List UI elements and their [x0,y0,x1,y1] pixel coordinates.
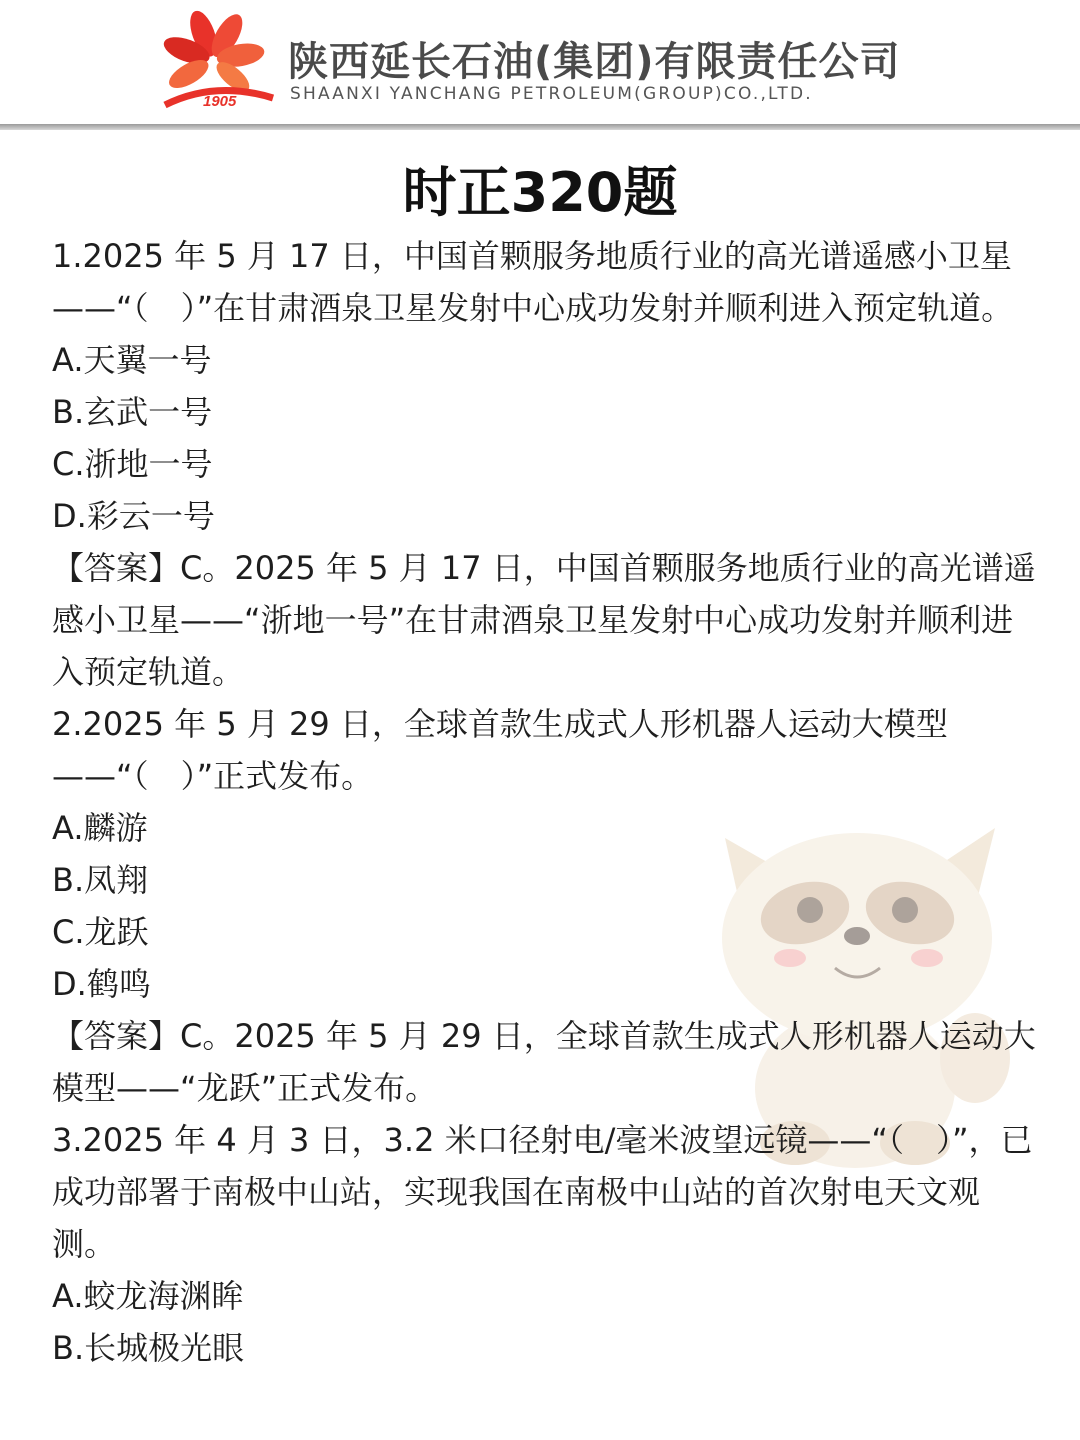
option-item: A.麟游 [52,809,148,847]
option-item: B.长城极光眼 [52,1329,245,1367]
option-item: B.玄武一号 [52,393,213,431]
company-name-en: SHAANXI YANCHANG PETROLEUM(GROUP)CO.,LTD. [290,84,813,104]
logo-year: 1905 [203,93,237,110]
header-divider [0,124,1080,130]
option-item: C.龙跃 [52,913,149,951]
answer-explanation: 【答案】C。2025 年 5 月 17 日，中国首颗服务地质行业的高光谱遥感小卫星——“浙地一号”在甘肃酒泉卫星发射中心成功发射并顺利进入预定轨道。 [52,549,1036,691]
company-name-cn: 陕西延长石油(集团)有限责任公司 [288,39,901,85]
question-stem: 1.2025 年 5 月 17 日，中国首颗服务地质行业的高光谱遥感小卫星——“（ ）”在甘肃酒泉卫星发射中心成功发射并顺利进入预定轨道。 [52,237,1014,327]
question-content [52,230,1042,1374]
company-logo-icon [155,10,280,115]
option-item: D.鹤鸣 [52,965,151,1003]
option-item: A.蛟龙海渊眸 [52,1277,244,1315]
option-item: C.浙地一号 [52,445,213,483]
option-item: B.凤翔 [52,861,149,899]
question-stem: 3.2025 年 4 月 3 日，3.2 米口径射电/毫米波望远镜——“（ ）”，已成功部署于南极中山站，实现我国在南极中山站的首次射电天文观测。 [52,1121,1033,1263]
option-item: A.天翼一号 [52,341,212,379]
page-header [0,0,1080,128]
question-stem: 2.2025 年 5 月 29 日，全球首款生成式人形机器人运动大模型——“（ ）”正式发布。 [52,705,948,795]
page-title: 时正320题 [402,161,678,224]
answer-explanation: 【答案】C。2025 年 5 月 29 日，全球首款生成式人形机器人运动大模型——“龙跃”正式发布。 [52,1017,1036,1107]
option-item: D.彩云一号 [52,497,215,535]
